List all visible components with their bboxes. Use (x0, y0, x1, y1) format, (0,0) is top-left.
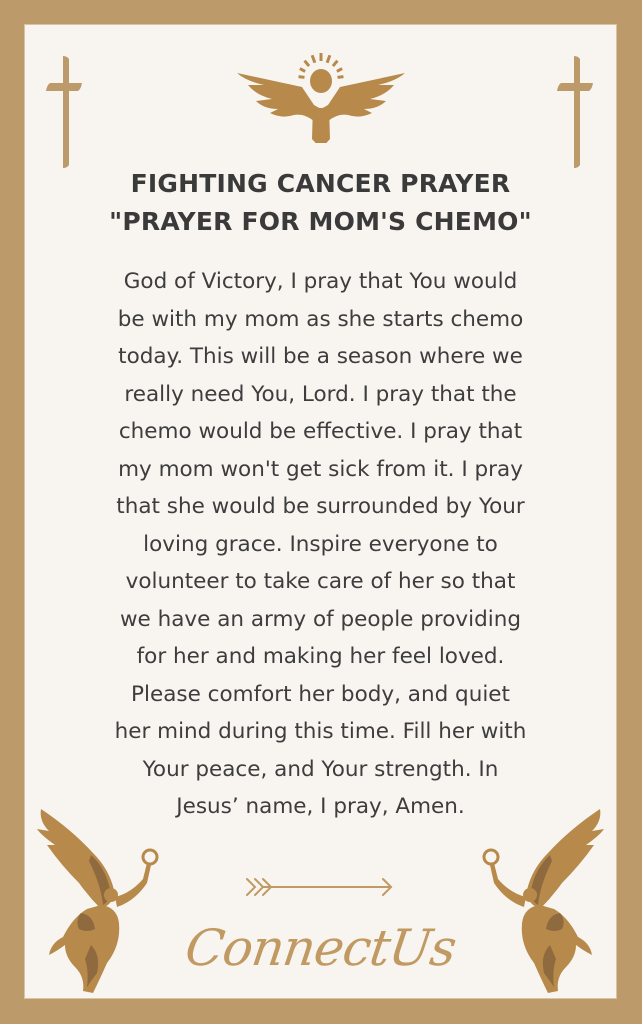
prayer-text (25, 263, 616, 826)
prayer-line: today. This will be a season where we (118, 344, 523, 369)
prayer-line: Jesus’ name, I pray, Amen. (176, 794, 465, 819)
page-title (25, 165, 616, 241)
title-line-1: FIGHTING CANCER PRAYER (130, 169, 511, 198)
prayer-line: for her and making her feel loved. (136, 644, 505, 669)
cross-icon (553, 53, 601, 171)
arrow-icon (245, 875, 395, 899)
prayer-line: chemo would be effective. I pray that (118, 419, 523, 444)
prayer-line: we have an army of people providing (119, 606, 522, 632)
prayer-line: that she would be surrounded by Your (116, 494, 525, 519)
prayer-line: loving grace. Inspire everyone to (143, 531, 498, 557)
winged-sun-emblem-icon (234, 43, 408, 143)
prayer-card (25, 25, 616, 998)
prayer-line: Please comfort her body, and quiet (131, 681, 510, 707)
brand-logo: ConnectUs (181, 919, 460, 977)
prayer-line: God of Victory, I pray that You would (123, 269, 518, 294)
prayer-line: be with my mom as she starts chemo (117, 306, 524, 332)
prayer-line: Your peace, and Your strength. In (142, 756, 499, 782)
prayer-line: really need You, Lord. I pray that the (124, 381, 517, 407)
prayer-line: my mom won't get sick from it. I pray (118, 456, 523, 482)
angel-icon (480, 805, 610, 995)
prayer-line: volunteer to take care of her so that (125, 569, 516, 594)
title-line-2: "PRAYER FOR MOM'S CHEMO" (109, 207, 532, 236)
prayer-line: her mind during this time. Fill her with (114, 719, 527, 744)
cross-icon (42, 53, 90, 171)
